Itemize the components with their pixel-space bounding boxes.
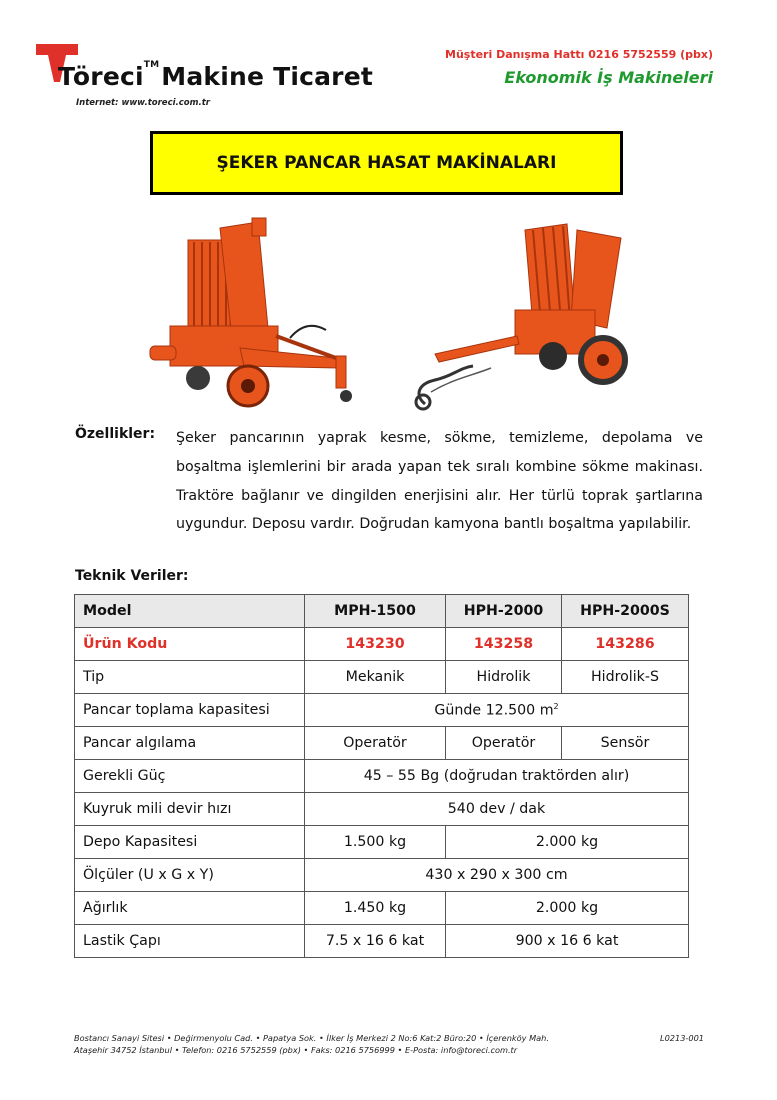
table-cell: 45 – 55 Bg (doğrudan traktörden alır) [305, 760, 689, 793]
page-title: ŞEKER PANCAR HASAT MAKİNALARI [150, 131, 623, 195]
document-ref: L0213-001 [660, 1033, 704, 1043]
footer-line-2: Ataşehir 34752 İstanbul • Telefon: 0216 5752559 (pbx) • Faks: 0216 5756999 • E-Posta: info@toreci.com.tr [74, 1045, 518, 1055]
table-cell: 143258 [446, 628, 562, 661]
harvester-photo-mph [140, 208, 370, 413]
table-cell: MPH-1500 [305, 595, 446, 628]
website-url[interactable]: Internet: www.toreci.com.tr [76, 98, 210, 108]
table-cell: Ürün Kodu [75, 628, 305, 661]
table-cell: 540 dev / dak [305, 793, 689, 826]
table-cell: Pancar algılama [75, 727, 305, 760]
table-row-power [75, 760, 689, 793]
spec-table [74, 594, 689, 958]
technical-data-label: Teknik Veriler: [75, 568, 189, 584]
table-cell: Ölçüler (U x G x Y) [75, 859, 305, 892]
features-text: Şeker pancarının yaprak kesme, sökme, temizleme, depolama ve boşaltma işlemlerini bir arada yapan tek sıralı kombine sökme makinası. Traktöre bağlanır ve dingilden enerjisini alır. Her türlü toprak şartlarına uygundur. Deposu vardır. Doğrudan kamyona bantlı boşaltma yapılabilir. [176, 430, 703, 533]
table-row-sensing [75, 727, 689, 760]
table-row-product-code [75, 628, 689, 661]
table-row-weight [75, 892, 689, 925]
slogan: Ekonomik İş Makineleri [504, 68, 713, 87]
table-cell: HPH-2000S [562, 595, 689, 628]
table-cell: 430 x 290 x 300 cm [305, 859, 689, 892]
table-cell: Lastik Çapı [75, 925, 305, 958]
features-label: Özellikler: [75, 426, 156, 442]
table-cell: Mekanik [305, 661, 446, 694]
table-cell: Gerekli Güç [75, 760, 305, 793]
table-cell: 2.000 kg [446, 892, 689, 925]
table-row-capacity [75, 694, 689, 727]
customer-hotline: Müşteri Danışma Hattı 0216 5752559 (pbx) [445, 48, 713, 61]
table-cell: Operatör [305, 727, 446, 760]
table-row-tank [75, 826, 689, 859]
table-cell: 143286 [562, 628, 689, 661]
footer-address [74, 1032, 704, 1056]
footer-line-1: Bostancı Sanayi Sitesi • Değirmenyolu Cad. • Papatya Sok. • İlker İş Merkezi 2 No:6 Kat:2 Büro:20 • İçerenköy Mah. [74, 1033, 549, 1043]
table-row-dimensions [75, 859, 689, 892]
brand-name: Töreci™Makine Ticaret [58, 60, 374, 91]
table-cell: 143230 [305, 628, 446, 661]
table-row-model [75, 595, 689, 628]
table-cell: 7.5 x 16 6 kat [305, 925, 446, 958]
table-cell: Operatör [446, 727, 562, 760]
table-cell: Depo Kapasitesi [75, 826, 305, 859]
table-cell: Günde 12.500 $m^2$ [305, 694, 689, 727]
table-cell: Hidrolik [446, 661, 562, 694]
table-cell: Kuyruk mili devir hızı [75, 793, 305, 826]
table-cell: 1.500 kg [305, 826, 446, 859]
table-cell: Sensör [562, 727, 689, 760]
table-cell: Pancar toplama kapasitesi [75, 694, 305, 727]
table-cell: 1.450 kg [305, 892, 446, 925]
table-cell: 2.000 kg [446, 826, 689, 859]
table-row-type [75, 661, 689, 694]
table-cell: Ağırlık [75, 892, 305, 925]
table-cell: HPH-2000 [446, 595, 562, 628]
table-cell: Model [75, 595, 305, 628]
table-row-pto [75, 793, 689, 826]
harvester-photo-hph [395, 208, 635, 413]
table-row-tire [75, 925, 689, 958]
table-cell: 900 x 16 6 kat [446, 925, 689, 958]
table-cell: Hidrolik-S [562, 661, 689, 694]
table-cell: Tip [75, 661, 305, 694]
